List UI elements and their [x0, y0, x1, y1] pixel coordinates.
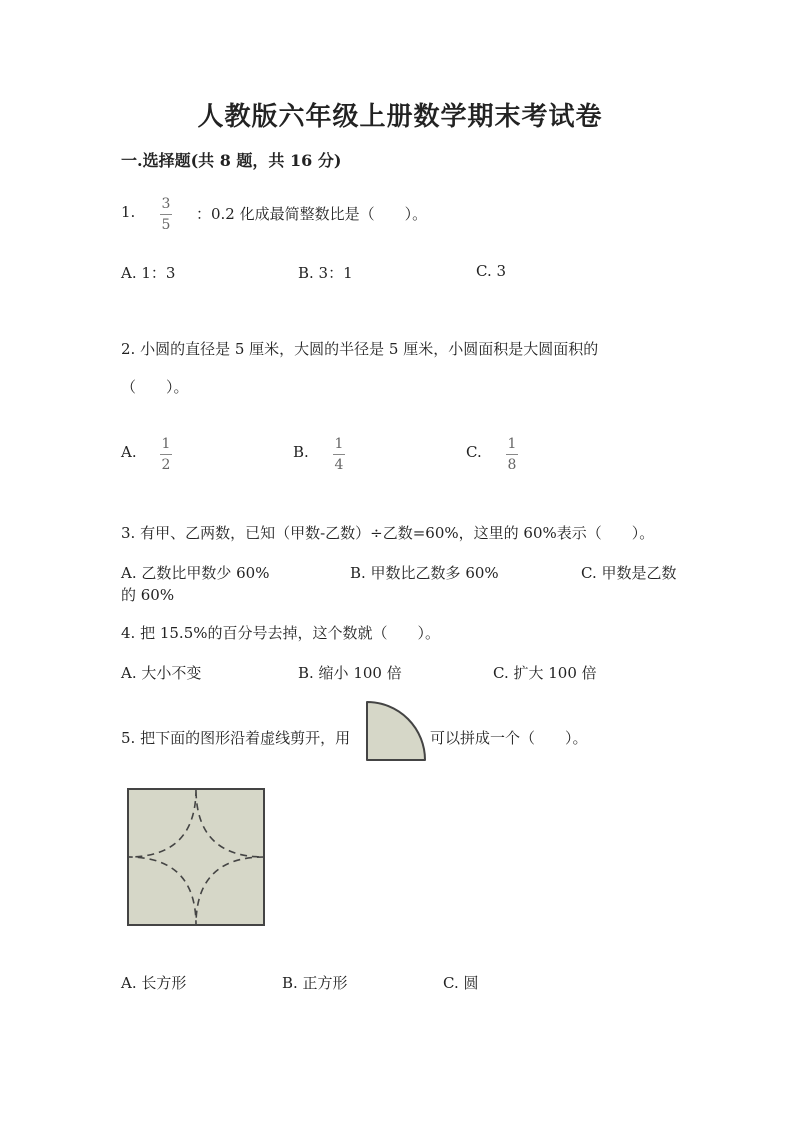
q1-number: 1. — [121, 203, 136, 221]
q5-option-b[interactable]: B. 正方形 — [282, 974, 348, 992]
q1-option-a[interactable]: A. 1：3 — [121, 264, 176, 282]
q2-option-a-denominator: 2 — [161, 457, 171, 473]
q5-text-after: 可以拼成一个（ ）。 — [430, 729, 588, 747]
q2-text-line2: （ ）。 — [121, 378, 189, 396]
section-heading: 一.选择题(共 8 题，共 16 分) — [121, 151, 342, 170]
q4-option-a[interactable]: A. 大小不变 — [121, 664, 202, 682]
q2-option-b-numerator: 1 — [334, 436, 344, 452]
q1-option-b[interactable]: B. 3：1 — [298, 264, 353, 282]
q5-option-c[interactable]: C. 圆 — [443, 974, 479, 992]
q2-option-c-label[interactable]: C. — [466, 443, 482, 461]
q1-fraction-numerator: 3 — [161, 196, 171, 212]
q2-option-b-denominator: 4 — [334, 457, 344, 473]
q1-text: ：0.2 化成最简整数比是（ ）。 — [196, 205, 428, 223]
q4-option-b[interactable]: B. 缩小 100 倍 — [298, 664, 402, 682]
q3-option-b[interactable]: B. 甲数比乙数多 60% — [350, 564, 499, 582]
q2-option-c-numerator: 1 — [507, 436, 517, 452]
q5-option-a[interactable]: A. 长方形 — [121, 974, 187, 992]
q2-option-c-fraction — [506, 437, 518, 472]
q4-text: 4. 把 15.5%的百分号去掉，这个数就（ ）。 — [121, 624, 441, 642]
quarter-circle-figure — [365, 700, 427, 764]
q3-text: 3. 有甲、乙两数，已知（甲数-乙数）÷乙数=60%，这里的 60%表示（ ）。 — [121, 524, 655, 542]
q3-option-c[interactable]: C. 甲数是乙数 — [581, 564, 677, 582]
q1-fraction — [160, 197, 172, 232]
q2-option-b-fraction — [333, 437, 345, 472]
q1-fraction-denominator: 5 — [161, 217, 171, 233]
q3-option-a[interactable]: A. 乙数比甲数少 60% — [121, 564, 270, 582]
q2-option-c-denominator: 8 — [507, 457, 517, 473]
q2-text-line1: 2. 小圆的直径是 5 厘米，大圆的半径是 5 厘米，小圆面积是大圆面积的 — [121, 340, 599, 358]
page-title: 人教版六年级上册数学期末考试卷 — [197, 102, 603, 132]
square-cut-figure — [127, 788, 267, 928]
q2-option-a-label[interactable]: A. — [121, 443, 137, 461]
q2-option-a-numerator: 1 — [161, 436, 171, 452]
q1-option-c[interactable]: C. 3 — [476, 262, 507, 280]
q4-option-c[interactable]: C. 扩大 100 倍 — [493, 664, 597, 682]
q2-option-b-label[interactable]: B. — [293, 443, 309, 461]
q3-option-c-wrap: 的 60% — [121, 586, 175, 604]
q2-option-a-fraction — [160, 437, 172, 472]
q5-text-before: 5. 把下面的图形沿着虚线剪开，用 — [121, 729, 351, 747]
